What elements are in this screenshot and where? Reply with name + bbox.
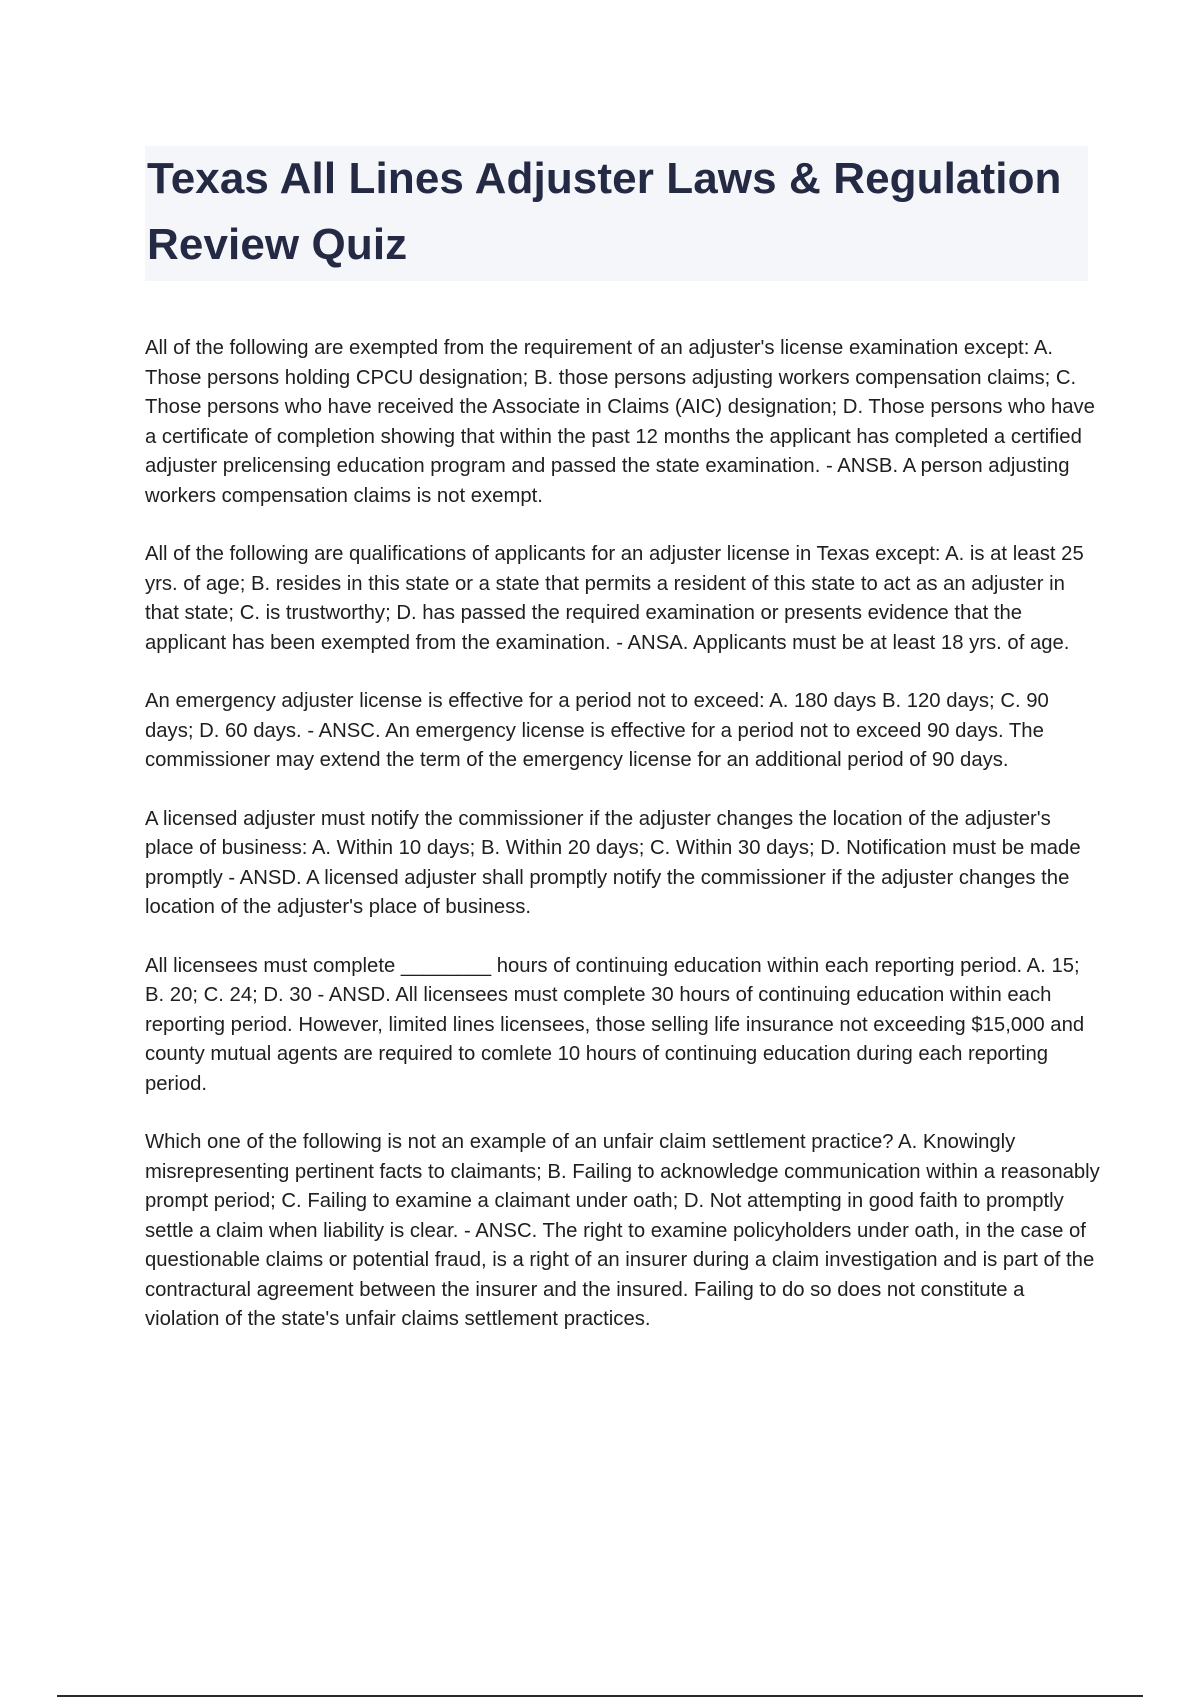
quiz-item-1: All of the following are exempted from the requirement of an adjuster's license examination except: A. Those persons holding CPCU designation; B. those persons adjusting workers compensation claims; C. Those persons who have received the Associate in Claims (AIC) designation; D. Those persons who have a certificate of completion showing that within the past 12 months the applicant has completed a certified adjuster prelicensing education program and passed the state examination. - ANSB. A person adjusting workers compensation claims is not exempt. [145, 337, 1095, 507]
footer-divider [57, 1695, 1143, 1697]
quiz-item-4: A licensed adjuster must notify the commissioner if the adjuster changes the location of the adjuster's place of business: A. Within 10 days; B. Within 20 days; C. Within 30 days; D. Notification must be made promptly - ANSD. A licensed adjuster shall promptly notify the commissioner if the adjuster changes the location of the adjuster's place of business. [145, 807, 1081, 918]
quiz-item-3: An emergency adjuster license is effective for a period not to exceed: A. 180 days B. 120 days; C. 90 days; D. 60 days. - ANSC. An emergency license is effective for a period not to exceed 90 days. The commissioner may extend the term of the emergency license for an additional period of 90 days. [145, 690, 1049, 771]
title-banner [145, 146, 1088, 281]
quiz-item-5: All licensees must complete ________ hours of continuing education within each reporting period. A. 15; B. 20; C. 24; D. 30 - ANSD. All licensees must complete 30 hours of continuing education within each reporting period. However, limited lines licensees, those selling life insurance not exceeding $15,000 and county mutual agents are required to comlete 10 hours of continuing education during each reporting period. [145, 954, 1085, 1095]
quiz-content [145, 334, 1100, 1364]
quiz-item-2: All of the following are qualifications of applicants for an adjuster license in Texas except: A. is at least 25 yrs. of age; B. resides in this state or a state that permits a resident of this state to act as an adjuster in that state; C. is trustworthy; D. has passed the required examination or presents evidence that the applicant has been exempted from the examination. - ANSA. Applicants must be at least 18 yrs. of age. [145, 543, 1084, 654]
page-title: Texas All Lines Adjuster Laws & Regulation Review Quiz [147, 154, 1062, 269]
quiz-item-6: Which one of the following is not an example of an unfair claim settlement practice? A. Knowingly misrepresenting pertinent facts to claimants; B. Failing to acknowledge communication within a reasonably prompt period; C. Failing to examine a claimant under oath; D. Not attempting in good faith to promptly settle a claim when liability is clear. - ANSC. The right to examine policyholders under oath, in the case of questionable claims or potential fraud, is a right of an insurer during a claim investigation and is part of the contractural agreement between the insurer and the insured. Failing to do so does not constitute a violation of the state's unfair claims settlement practices. [145, 1131, 1100, 1330]
